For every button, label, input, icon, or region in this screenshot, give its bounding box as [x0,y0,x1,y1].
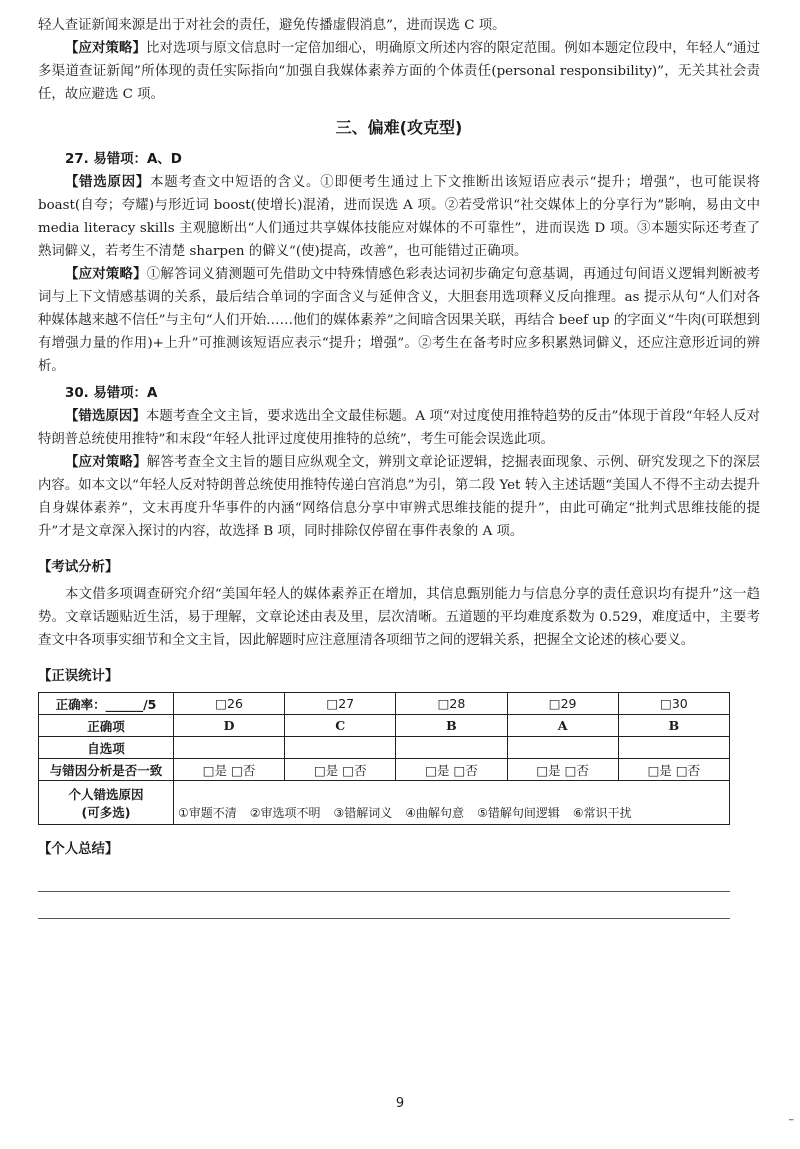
summary-line[interactable] [38,892,730,919]
reason-label-line1: 个人错选原因 [68,786,144,802]
page-number: 9 [395,1096,405,1111]
question-checkbox-27[interactable]: □27 [285,693,396,715]
strategy-text: ①解答词义猜测题可先借助文中特殊情感色彩表达词初步确定句意基调，再通过句间语义逻辑判断被考词与上下文情感基调的关系，最后结合单词的字面含义与延伸含义，大胆套用选项释义反向推理。as 提示从句“人们对各种媒体越来越不信任”与主句“人们开始……他们的媒体素养”之间暗含因果关联，再结合 beef up 的字面义“牛肉(可联想到有增强力量的作用)+上升”可推测该短语应表示“提升；增强”。②考生在备考时应多积累熟词僻义，还应注意形近词的辨析。 [38,267,761,374]
reason-option-6[interactable]: ⑥常识干扰 [572,806,632,820]
table-row [39,715,730,737]
reason-option-5[interactable]: ⑤错解句间逻辑 [477,806,560,820]
analysis-title: 【考试分析】 [38,560,119,575]
question-checkbox-28[interactable]: □28 [396,693,507,715]
stats-table [38,692,730,825]
reason-options [174,781,730,825]
question-checkbox-26[interactable]: □26 [174,693,285,715]
consistency-checkbox[interactable]: □是 □否 [285,759,396,781]
strategy-prev-paragraph [38,37,760,106]
answer-27: C [285,715,396,737]
strategy-tag: 【应对策略】 [65,267,147,282]
reason-text: 本题考查文中短语的含义。①即便考生通过上下文推断出该短语应表示“提升；增强”，也可能误将 boast(自夸；夸耀)与形近词 boost(使增长)混淆，进而误选 A 项。②若受常识“社交媒体上的分享行为”影响，易由文中 media literacy skills 主观臆断出“人们通过共享媒体技能应对媒体的不可靠性”，进而误选 D 项。③本题实际还考查了熟词僻义，若考生不清楚 sharpen 的僻义“(使)提高，改善”，也可能错过正确项。 [38,175,760,259]
reason-option-4[interactable]: ④曲解句意 [405,806,465,820]
reason-option-1[interactable]: ①审题不清 [178,806,237,820]
correct-label: 正确项 [39,715,174,737]
answer-26: D [174,715,285,737]
question-checkbox-30[interactable]: □30 [618,693,729,715]
strategy-tag: 【应对策略】 [65,455,147,470]
reason-tag: 【错选原因】 [65,175,151,190]
consistency-label: 与错因分析是否一致 [39,759,174,781]
page-content [38,14,760,919]
answer-29: A [507,715,618,737]
q27-reason-paragraph [38,171,760,263]
table-row [39,693,730,715]
reason-label [39,781,174,825]
self-choice-cell[interactable] [396,737,507,759]
intro-continue-text: 轻人查证新闻来源是出于对社会的责任，避免传播虚假消息”，进而误选 C 项。 [38,18,506,33]
q27-strategy-paragraph [38,263,760,378]
answer-28: B [396,715,507,737]
self-choice-cell[interactable] [285,737,396,759]
question-checkbox-29[interactable]: □29 [507,693,618,715]
self-label: 自选项 [39,737,174,759]
self-choice-cell[interactable] [174,737,285,759]
reason-label-line2: (可多选) [81,804,131,820]
table-row [39,781,730,825]
accuracy-label[interactable]: 正确率：______/5 [39,693,174,715]
consistency-checkbox[interactable]: □是 □否 [618,759,729,781]
q30-heading: 30. 易错项：A [65,386,158,401]
consistency-checkbox[interactable]: □是 □否 [174,759,285,781]
self-choice-cell[interactable] [507,737,618,759]
corner-mark: – [788,1113,794,1126]
summary-title: 【个人总结】 [38,842,119,857]
q30-reason-paragraph [38,405,760,451]
strategy-tag: 【应对策略】 [65,41,146,56]
consistency-checkbox[interactable]: □是 □否 [396,759,507,781]
reason-tag: 【错选原因】 [65,409,146,424]
reason-option-2[interactable]: ②审选项不明 [249,806,321,820]
self-choice-cell[interactable] [618,737,729,759]
summary-line[interactable] [38,865,730,892]
table-row [39,759,730,781]
reason-text: 本题考查全文主旨，要求选出全文最佳标题。A 项“对过度使用推特趋势的反击”体现于首段“年轻人反对特朗普总统使用推特”和末段“年轻人批评过度使用推特的总统”，考生可能会误选此项。 [38,409,761,447]
q30-strategy-paragraph [38,451,760,543]
stats-title: 【正误统计】 [38,669,119,684]
table-row [39,737,730,759]
strategy-text: 比对选项与原文信息时一定倍加细心，明确原文所述内容的限定范围。例如本题定位段中，年轻人“通过多渠道查证新闻”所体现的责任实际指向“加强自我媒体素养方面的个体责任(personal responsibility)”，无关其社会责任，故应避选 C 项。 [38,41,761,102]
section-title: 三、偏难(攻克型) [335,118,463,137]
analysis-text: 本文借多项调查研究介绍“美国年轻人的媒体素养正在增加，其信息甄别能力与信息分享的责任意识均有提升”这一趋势。文章话题贴近生活，易于理解，文章论述由表及里，层次清晰。五道题的平均难度系数为 0.529，难度适中，主要考查文中各项事实细节和全文主旨，因此解题时应注意厘清各项细节之间的逻辑关系，把握全文论述的核心要义。 [38,587,760,648]
q27-heading: 27. 易错项：A、D [65,152,182,167]
answer-30: B [618,715,729,737]
reason-option-3[interactable]: ③错解词义 [333,806,393,820]
consistency-checkbox[interactable]: □是 □否 [507,759,618,781]
strategy-text: 解答考查全文主旨的题目应纵观全文，辨别文章论证逻辑，挖掘表面现象、示例、研究发现之下的深层内容。如本文以“年轻人反对特朗普总统使用推特传递白宫消息”为引，第二段 Yet 转入主述话题“美国人不得不主动去提升自身媒体素养”，文末再度升华事件的内涵“网络信息分享中审辨式思维技能的提升”，由此可确定“批判式思维技能的提升”才是文章深入探讨的内容，故选择 B 项，同时排除仅停留在事件表象的 A 项。 [38,455,761,539]
